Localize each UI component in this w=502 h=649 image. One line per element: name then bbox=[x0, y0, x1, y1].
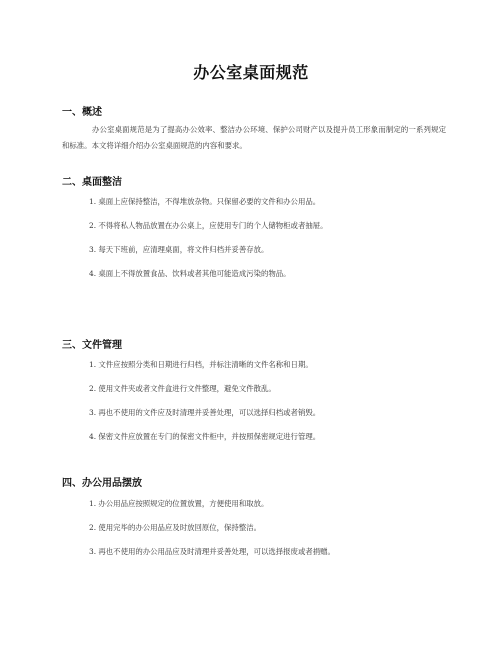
list-item: 3. 每天下班前，应清理桌面，将文件归档并妥善存放。 bbox=[89, 245, 269, 254]
list-item: 2. 使用文件夹或者文件盒进行文件整理，避免文件散乱。 bbox=[89, 384, 276, 393]
document-title: 办公室桌面规范 bbox=[193, 63, 309, 82]
list-item: 1. 文件应按照分类和日期进行归档，并标注清晰的文件名称和日期。 bbox=[89, 360, 313, 369]
list-item: 1. 桌面上应保持整洁，不得堆放杂物。只保留必要的文件和办公用品。 bbox=[89, 197, 321, 206]
list-item: 3. 再也不使用的办公用品应及时清理并妥善处理，可以选择报废或者捐赠。 bbox=[89, 547, 335, 556]
list-item: 1. 办公用品应按照规定的位置放置，方便使用和取放。 bbox=[89, 499, 269, 508]
list-item: 2. 不得将私人物品放置在办公桌上，应使用专门的个人储物柜或者抽屉。 bbox=[89, 221, 328, 230]
section-heading-office-supplies: 四、办公用品摆放 bbox=[62, 478, 142, 489]
list-item: 3. 再也不使用的文件应及时清理并妥善处理，可以选择归档或者销毁。 bbox=[89, 408, 321, 417]
list-item: 4. 保密文件应放置在专门的保密文件柜中，并按照保密规定进行管理。 bbox=[89, 432, 321, 441]
overview-paragraph: 办公室桌面规范是为了提高办公效率、整洁办公环境、保护公司财产以及提升员工形象而制定的一系列规定和标准。本文将详细介绍办公室桌面规范的内容和要求。 bbox=[62, 125, 446, 150]
section-heading-desk-tidiness: 二、桌面整洁 bbox=[62, 177, 122, 188]
section-heading-file-management: 三、文件管理 bbox=[62, 340, 122, 351]
list-item: 2. 使用完毕的办公用品应及时放回原位，保持整洁。 bbox=[89, 523, 261, 532]
list-item: 4. 桌面上不得放置食品、饮料或者其他可能造成污染的物品。 bbox=[89, 269, 291, 278]
section-heading-overview: 一、概述 bbox=[62, 107, 102, 118]
